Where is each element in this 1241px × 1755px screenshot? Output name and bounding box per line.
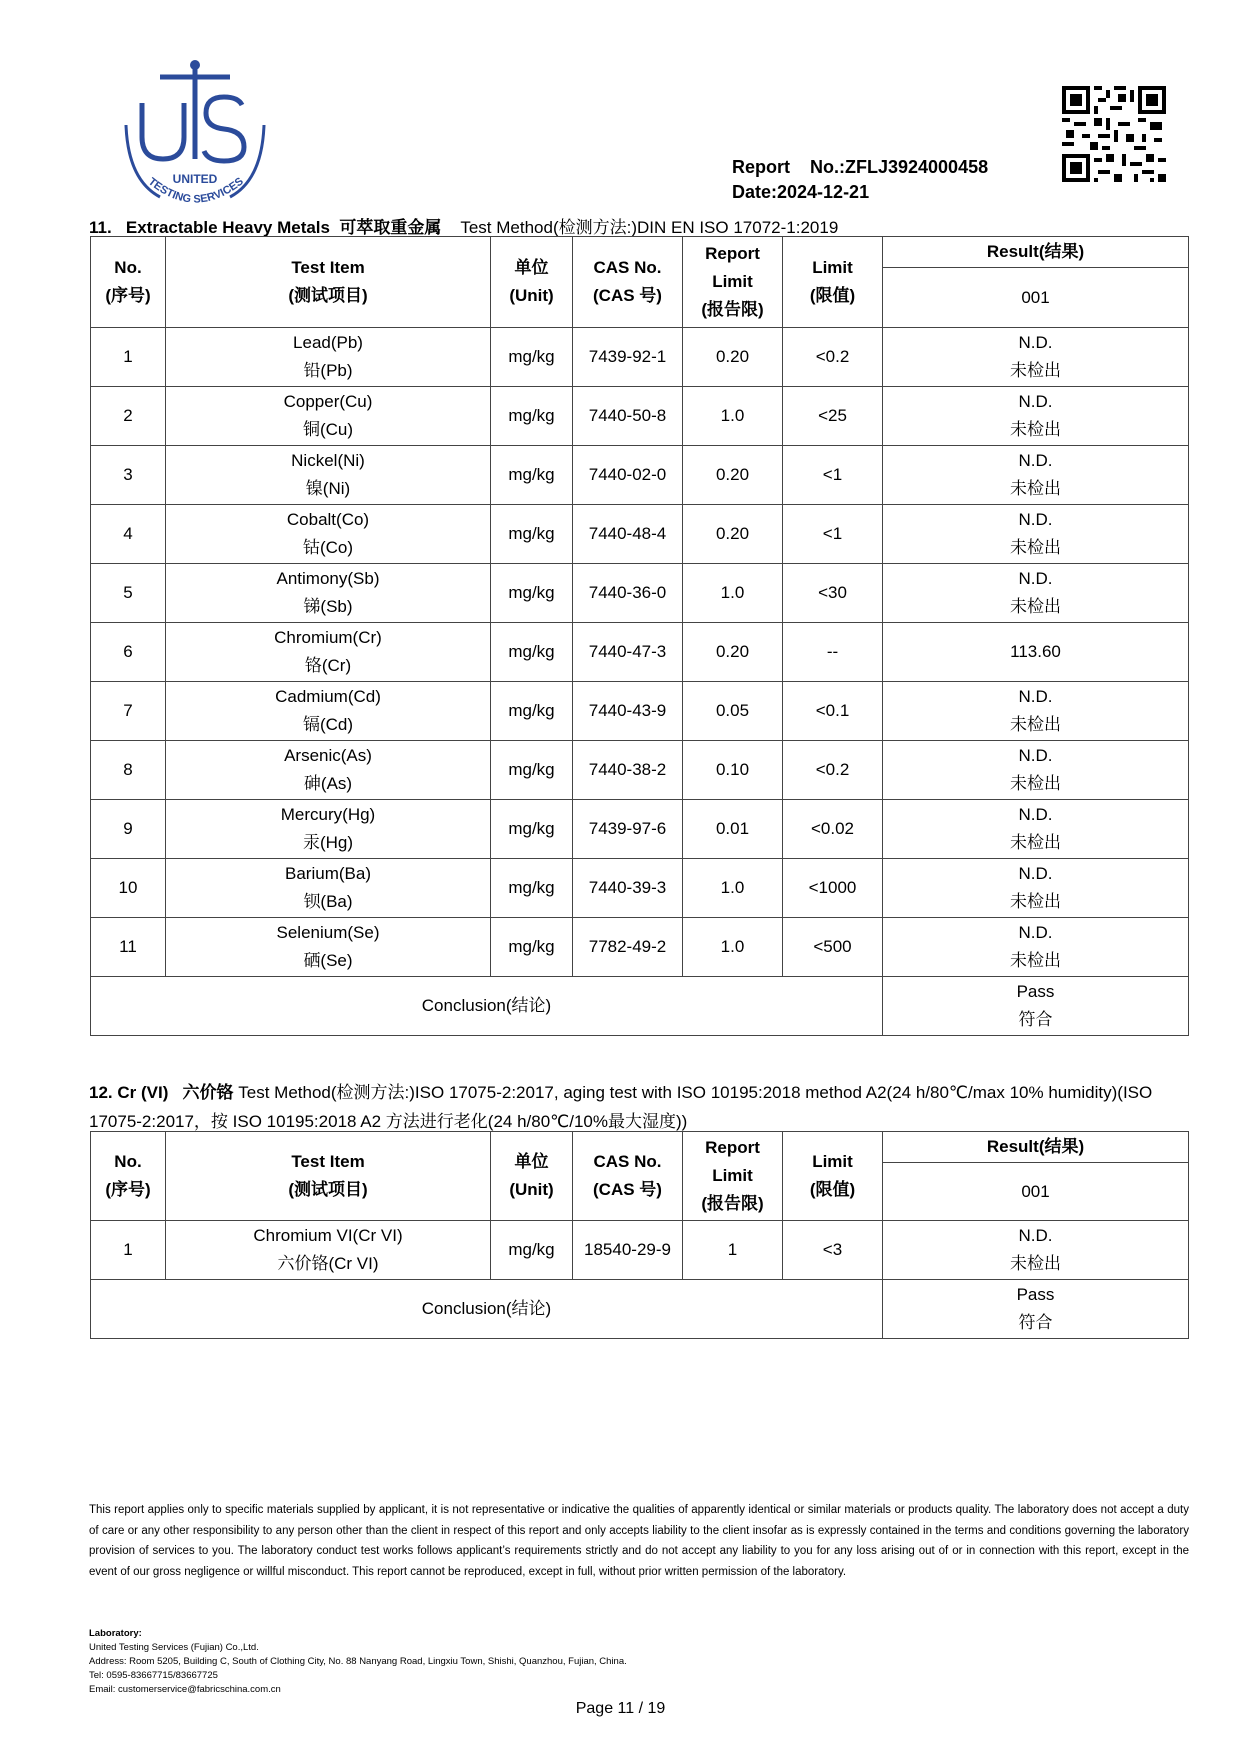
cell-cas: 7440-50-8 — [573, 387, 683, 446]
cell-report-limit: 1.0 — [683, 387, 783, 446]
header-unit: 单位 (Unit) — [491, 237, 573, 328]
page-number: Page 11 / 19 — [575, 1700, 666, 1717]
table-row — [91, 1221, 1189, 1280]
cell-no: 10 — [91, 859, 166, 918]
cell-cas: 7782-49-2 — [573, 918, 683, 977]
section-heading: Extractable Heavy Metals 可萃取重金属 — [125, 218, 442, 237]
cell-unit: mg/kg — [491, 1221, 573, 1280]
cell-limit: <0.2 — [783, 741, 883, 800]
header-cas: CAS No. (CAS 号) — [573, 237, 683, 328]
cell-test-item: Copper(Cu) 铜(Cu) — [166, 387, 491, 446]
cell-cas: 7440-48-4 — [573, 505, 683, 564]
header-test-item: Test Item (测试项目) — [166, 1132, 491, 1221]
header-result: Result(结果) — [883, 237, 1189, 268]
header-result: Result(结果) — [883, 1132, 1189, 1163]
cell-test-item: Cobalt(Co) 钴(Co) — [166, 505, 491, 564]
section-number: 11. — [89, 218, 112, 237]
section-11-title — [89, 213, 838, 238]
cell-report-limit: 1.0 — [683, 859, 783, 918]
header-test-item: Test Item (测试项目) — [166, 237, 491, 328]
heavy-metals-table — [90, 236, 1189, 1036]
header-cas: CAS No. (CAS 号) — [573, 1132, 683, 1221]
conclusion-row — [91, 977, 1189, 1036]
table-row — [91, 918, 1189, 977]
conclusion-value: Pass 符合 — [883, 1280, 1189, 1339]
cell-test-item: Chromium VI(Cr VI) 六价铬(Cr VI) — [166, 1221, 491, 1280]
cell-test-item: Mercury(Hg) 汞(Hg) — [166, 800, 491, 859]
cell-report-limit: 1.0 — [683, 918, 783, 977]
header-sample-id: 001 — [883, 268, 1189, 328]
cell-result: N.D. 未检出 — [883, 328, 1189, 387]
cell-cas: 7440-02-0 — [573, 446, 683, 505]
cell-result: N.D. 未检出 — [883, 387, 1189, 446]
cell-limit: <1000 — [783, 859, 883, 918]
test-method: Test Method(检测方法:)DIN EN ISO 17072-1:2019 — [460, 218, 839, 237]
conclusion-label: Conclusion(结论) — [91, 1280, 883, 1339]
cell-unit: mg/kg — [491, 564, 573, 623]
cell-unit: mg/kg — [491, 328, 573, 387]
table-row — [91, 859, 1189, 918]
table-row — [91, 800, 1189, 859]
logo-text-arc: TESTING SERVICES — [145, 175, 246, 206]
cell-limit: <0.1 — [783, 682, 883, 741]
test-method: Test Method(检测方法:)ISO 17075-2:2017, aging test with ISO 10195:2018 method A2(24 h/80℃/max 10% humidity)(ISO 17075-2:2017，按 ISO 10195:2018 A2 方法进行老化(24 h/80℃/10%最大湿度)) — [89, 1083, 1153, 1131]
cell-no: 3 — [91, 446, 166, 505]
cell-result: N.D. 未检出 — [883, 682, 1189, 741]
cell-test-item: Selenium(Se) 硒(Se) — [166, 918, 491, 977]
cell-cas: 7440-38-2 — [573, 741, 683, 800]
table-row — [91, 387, 1189, 446]
cell-unit: mg/kg — [491, 682, 573, 741]
cell-unit: mg/kg — [491, 800, 573, 859]
cell-result: N.D. 未检出 — [883, 505, 1189, 564]
cell-limit: <3 — [783, 1221, 883, 1280]
table-row — [91, 446, 1189, 505]
cell-no: 6 — [91, 623, 166, 682]
cell-result: N.D. 未检出 — [883, 564, 1189, 623]
cell-report-limit: 1.0 — [683, 564, 783, 623]
header-unit: 单位 (Unit) — [491, 1132, 573, 1221]
cell-no: 11 — [91, 918, 166, 977]
cell-report-limit: 0.10 — [683, 741, 783, 800]
conclusion-value: Pass 符合 — [883, 977, 1189, 1036]
cell-test-item: Cadmium(Cd) 镉(Cd) — [166, 682, 491, 741]
header-limit: Limit (限值) — [783, 237, 883, 328]
table-row — [91, 564, 1189, 623]
header-no: No. (序号) — [91, 1132, 166, 1221]
cell-report-limit: 0.01 — [683, 800, 783, 859]
report-number: Report No.:ZFLJ3924000458 — [732, 157, 989, 177]
cell-no: 7 — [91, 682, 166, 741]
section-heading: Cr (VI) 六价铬 — [117, 1083, 234, 1102]
cell-no: 1 — [91, 1221, 166, 1280]
company-logo — [120, 55, 270, 215]
header-report-limit: Report Limit (报告限) — [683, 237, 783, 328]
cell-unit: mg/kg — [491, 741, 573, 800]
cell-cas: 7439-92-1 — [573, 328, 683, 387]
laboratory-email: Email: customerservice@fabricschina.com.cn — [89, 1684, 281, 1695]
logo-text-bottom: UNITED — [172, 172, 218, 186]
cell-result: N.D. 未检出 — [883, 741, 1189, 800]
section-12-title — [89, 1078, 1189, 1136]
header-report-limit: Report Limit (报告限) — [683, 1132, 783, 1221]
cell-result: N.D. 未检出 — [883, 918, 1189, 977]
cell-limit: <1 — [783, 446, 883, 505]
table-row — [91, 505, 1189, 564]
logo-icon — [120, 55, 270, 215]
cell-report-limit: 0.20 — [683, 623, 783, 682]
cell-limit: -- — [783, 623, 883, 682]
cell-limit: <1 — [783, 505, 883, 564]
cell-limit: <0.2 — [783, 328, 883, 387]
chromium-vi-table — [90, 1131, 1189, 1339]
header-sample-id: 001 — [883, 1163, 1189, 1221]
cell-no: 4 — [91, 505, 166, 564]
cell-result: N.D. 未检出 — [883, 800, 1189, 859]
laboratory-address: Address: Room 5205, Building C, South of Clothing City, No. 88 Nanyang Road, Lingxiu Town, Shishi, Quanzhou, Fujian, China. — [89, 1656, 627, 1667]
cell-limit: <25 — [783, 387, 883, 446]
cell-cas: 7440-36-0 — [573, 564, 683, 623]
disclaimer-text: This report applies only to specific materials supplied by applicant, it is not representative or indicative the qualities of apparently identical or similar materials or products quality. The laboratory does not accept a duty of care or any other responsibility to any person other than the client in respect of this report and only accepts liability to the client insofar as is expressly contained in the terms and conditions governing the laboratory provision of services to you. The laboratory conduct test works follows applicant’s requirements strictly and do not accept any liability to you for any loss arising out of or in connection with this report, except in the event of our gross negligence or willful misconduct. This report cannot be reproduced, except in full, without prior written permission of the laboratory. — [89, 1504, 1189, 1579]
cell-no: 1 — [91, 328, 166, 387]
laboratory-tel: Tel: 0595-83667715/83667725 — [89, 1670, 218, 1681]
conclusion-label: Conclusion(结论) — [91, 977, 883, 1036]
cell-report-limit: 0.20 — [683, 446, 783, 505]
cell-no: 9 — [91, 800, 166, 859]
cell-unit: mg/kg — [491, 623, 573, 682]
cell-test-item: Arsenic(As) 砷(As) — [166, 741, 491, 800]
cell-limit: <30 — [783, 564, 883, 623]
cell-no: 5 — [91, 564, 166, 623]
cell-result: N.D. 未检出 — [883, 446, 1189, 505]
table-row — [91, 623, 1189, 682]
cell-unit: mg/kg — [491, 446, 573, 505]
laboratory-name: United Testing Services (Fujian) Co.,Ltd. — [89, 1642, 259, 1653]
laboratory-info — [89, 1627, 627, 1697]
cell-cas: 7440-47-3 — [573, 623, 683, 682]
cell-no: 2 — [91, 387, 166, 446]
table-row — [91, 741, 1189, 800]
header-limit: Limit (限值) — [783, 1132, 883, 1221]
cell-test-item: Antimony(Sb) 锑(Sb) — [166, 564, 491, 623]
cell-report-limit: 0.05 — [683, 682, 783, 741]
cell-unit: mg/kg — [491, 387, 573, 446]
cell-test-item: Nickel(Ni) 镍(Ni) — [166, 446, 491, 505]
conclusion-row — [91, 1280, 1189, 1339]
cell-result: 113.60 — [883, 623, 1189, 682]
cell-cas: 7440-39-3 — [573, 859, 683, 918]
cell-cas: 7440-43-9 — [573, 682, 683, 741]
cell-report-limit: 0.20 — [683, 328, 783, 387]
cell-unit: mg/kg — [491, 918, 573, 977]
cell-limit: <500 — [783, 918, 883, 977]
cell-test-item: Lead(Pb) 铅(Pb) — [166, 328, 491, 387]
qr-code-icon — [1062, 86, 1166, 182]
cell-result: N.D. 未检出 — [883, 1221, 1189, 1280]
cell-result: N.D. 未检出 — [883, 859, 1189, 918]
cell-unit: mg/kg — [491, 859, 573, 918]
cell-report-limit: 1 — [683, 1221, 783, 1280]
cell-test-item: Barium(Ba) 钡(Ba) — [166, 859, 491, 918]
header-no: No. (序号) — [91, 237, 166, 328]
cell-cas: 7439-97-6 — [573, 800, 683, 859]
section-number: 12. — [89, 1083, 113, 1102]
cell-report-limit: 0.20 — [683, 505, 783, 564]
cell-unit: mg/kg — [491, 505, 573, 564]
cell-no: 8 — [91, 741, 166, 800]
table-row — [91, 328, 1189, 387]
table-row — [91, 682, 1189, 741]
cell-limit: <0.02 — [783, 800, 883, 859]
laboratory-title: Laboratory: — [89, 1628, 142, 1639]
cell-cas: 18540-29-9 — [573, 1221, 683, 1280]
cell-test-item: Chromium(Cr) 铬(Cr) — [166, 623, 491, 682]
report-date: Date:2024-12-21 — [732, 182, 870, 202]
